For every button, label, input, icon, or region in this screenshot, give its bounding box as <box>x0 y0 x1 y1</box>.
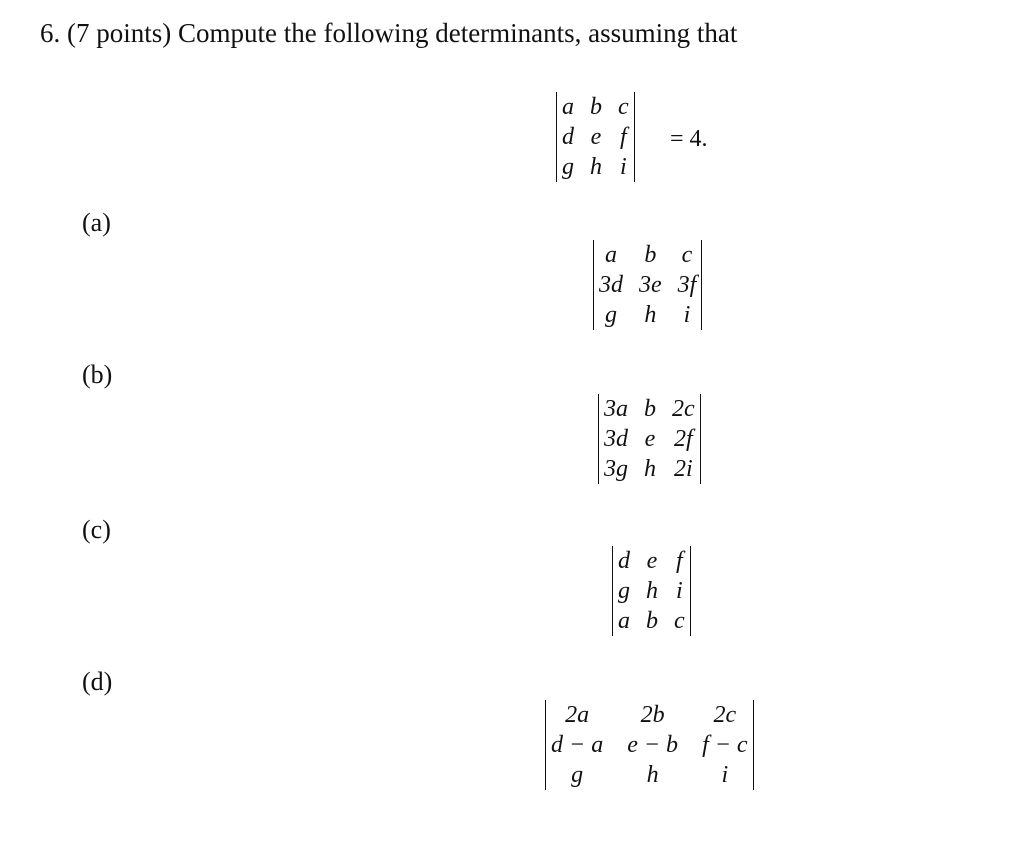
det-row <box>549 700 750 730</box>
det-entry: f <box>675 548 683 574</box>
det-entry: 2c <box>672 396 695 422</box>
part-b-determinant <box>598 394 701 484</box>
det-entry: g <box>562 154 574 180</box>
det-entry: h <box>646 762 659 788</box>
det-entry: 3f <box>677 272 697 298</box>
det-entry: 3a <box>604 396 628 422</box>
part-b-label: (b) <box>82 360 113 389</box>
det-entry: 3d <box>604 426 628 452</box>
det-entry: a <box>562 94 574 120</box>
det-entry: g <box>571 762 584 788</box>
det-entry: i <box>683 302 691 328</box>
det-row <box>560 122 631 152</box>
det-entry: a <box>605 242 617 268</box>
det-entry: c <box>674 608 685 634</box>
det-entry: h <box>646 578 658 604</box>
det-row <box>616 576 687 606</box>
det-row <box>602 394 697 424</box>
det-entry: i <box>675 578 683 604</box>
det-entry: b <box>646 608 658 634</box>
det-entry: d − a <box>551 732 604 758</box>
det-entry: i <box>619 154 627 180</box>
det-row <box>616 546 687 576</box>
given-determinant <box>556 92 635 182</box>
det-entry: 3g <box>604 456 628 482</box>
det-row <box>549 760 750 790</box>
det-entry: d <box>618 548 630 574</box>
det-row <box>597 300 698 330</box>
det-entry: d <box>562 124 574 150</box>
part-d-determinant <box>545 700 754 790</box>
det-row <box>597 270 698 300</box>
part-c-determinant <box>612 546 691 636</box>
det-row <box>549 730 750 760</box>
det-entry: 3d <box>599 272 623 298</box>
part-a-label: (a) <box>82 208 111 237</box>
problem-title: 6. (7 points) Compute the following determinants, assuming that <box>40 18 738 48</box>
det-entry: c <box>618 94 629 120</box>
det-entry: g <box>605 302 617 328</box>
det-entry: h <box>644 456 656 482</box>
det-entry: 2f <box>673 426 693 452</box>
det-row <box>602 424 697 454</box>
det-entry: b <box>644 242 657 268</box>
det-entry: 2b <box>640 702 665 728</box>
part-a-determinant <box>593 240 702 330</box>
given-equals: = 4. <box>670 126 708 152</box>
det-entry: h <box>590 154 602 180</box>
det-entry: e − b <box>627 732 679 758</box>
det-entry: e <box>646 548 658 574</box>
det-row <box>560 152 631 182</box>
det-entry: e <box>590 124 602 150</box>
det-row <box>560 92 631 122</box>
det-entry: 2c <box>713 702 737 728</box>
det-entry: i <box>721 762 729 788</box>
det-entry: e <box>644 426 656 452</box>
det-entry: 2i <box>673 456 693 482</box>
det-entry: f <box>619 124 627 150</box>
det-entry: b <box>644 396 656 422</box>
det-row <box>602 454 697 484</box>
det-entry: 3e <box>639 272 662 298</box>
det-entry: a <box>618 608 630 634</box>
det-row <box>616 606 687 636</box>
det-entry: h <box>644 302 657 328</box>
part-c-label: (c) <box>82 515 111 544</box>
part-d-label: (d) <box>82 667 113 696</box>
det-entry: f − c <box>702 732 748 758</box>
det-entry: 2a <box>565 702 590 728</box>
det-entry: g <box>618 578 630 604</box>
det-row <box>597 240 698 270</box>
det-entry: c <box>681 242 693 268</box>
det-entry: b <box>590 94 602 120</box>
